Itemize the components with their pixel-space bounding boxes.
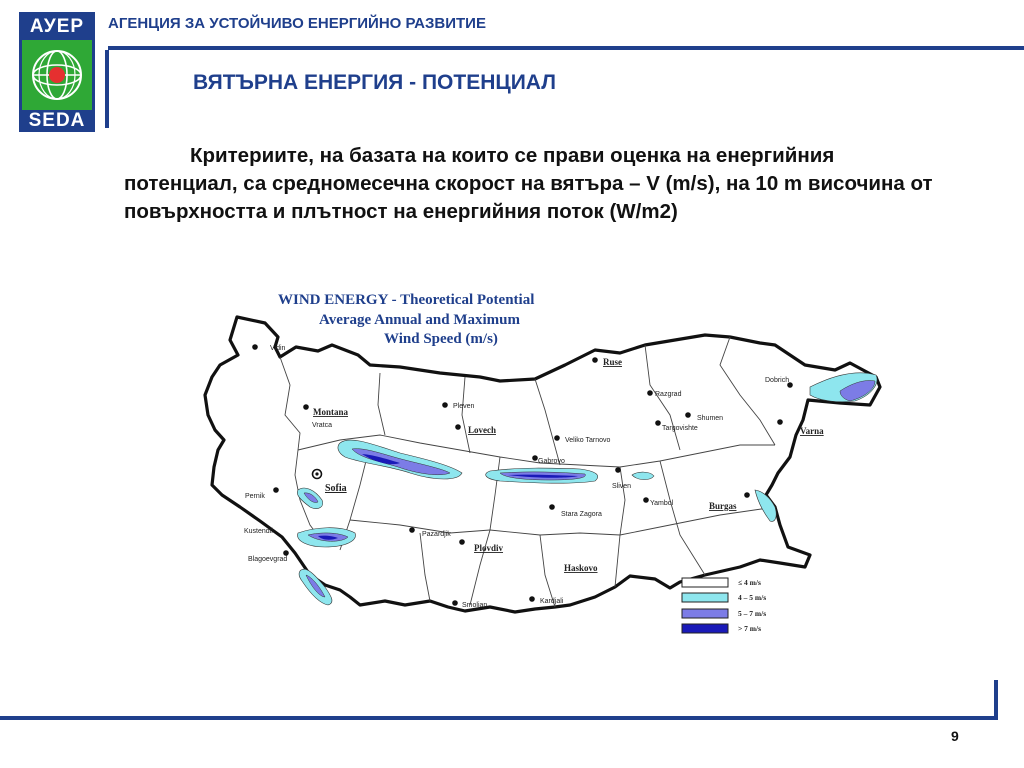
city-label-varna: Varna (800, 426, 824, 436)
city-label-vidin: Vidin (270, 345, 286, 352)
legend-label-4: > 7 m/s (738, 624, 762, 633)
map-title-line-1: WIND ENERGY - Theoretical Potential (278, 292, 535, 308)
city-marker-vidin (252, 344, 258, 350)
city-marker-smolian (452, 600, 458, 606)
city-label-targovishte: Targovishte (662, 425, 698, 432)
city-marker-stara-zagora (549, 504, 555, 510)
footer-vertical-divider (994, 680, 998, 720)
agency-name: АГЕНЦИЯ ЗА УСТОЙЧИВО ЕНЕРГИЙНО РАЗВИТИЕ (108, 15, 486, 32)
city-label-razgrad: Razgrad (655, 391, 682, 398)
city-marker-targovishte (655, 420, 661, 426)
slide-title: ВЯТЪРНА ЕНЕРГИЯ - ПОТЕНЦИАЛ (193, 71, 556, 94)
legend-swatch-2 (682, 593, 728, 602)
criteria-text: Критериите, на базата на които се прави оценка на енергийния потенциал, са средномесечна скорост на вятъра – V (m/s), на 10 m височина от повърхността и плътност на енергийния поток (W/m2) (124, 144, 933, 223)
city-marker-sofia-center (315, 472, 318, 475)
city-marker-montana (303, 404, 309, 410)
city-label-sofia: Sofia (325, 483, 347, 494)
page-number: 9 (951, 728, 959, 744)
logo-emblem (22, 40, 92, 110)
city-label-plovdiv: Plovdiv (474, 543, 504, 553)
city-label-yambol: Yambol (650, 500, 674, 507)
logo-bottom-text: SEDA (28, 110, 86, 131)
city-label-blagoevgrad: Blagoevgrad (248, 556, 288, 563)
map-title-line-3: Wind Speed (m/s) (384, 331, 498, 347)
legend-swatch-4 (682, 624, 728, 633)
city-label-kardjali: Kardjali (540, 598, 564, 605)
header-vertical-divider (105, 50, 109, 128)
city-marker-ruse (592, 357, 598, 363)
city-label-haskovo: Haskovo (564, 563, 598, 573)
city-marker-sliven (615, 467, 621, 473)
city-label-pernik: Pernik (245, 493, 265, 500)
city-label-vratca: Vratca (312, 422, 332, 429)
city-marker-gabrovo (532, 455, 538, 461)
city-marker-lovech (455, 424, 461, 430)
city-label-shumen: Shumen (697, 415, 724, 422)
legend-swatch-3 (682, 609, 728, 618)
legend-label-2: 4 – 5 m/s (738, 593, 767, 602)
city-marker-razgrad (647, 390, 653, 396)
wind-map (200, 285, 900, 645)
city-marker-burgas (744, 492, 750, 498)
city-label-montana: Montana (313, 407, 349, 417)
city-marker-pleven (442, 402, 448, 408)
legend-label-3: 5 – 7 m/s (738, 609, 767, 618)
seda-logo (19, 12, 95, 132)
city-marker-blagoevgrad (283, 550, 289, 556)
city-marker-pazardjik (409, 527, 415, 533)
city-label-lovech: Lovech (468, 425, 496, 435)
city-marker-varna (777, 419, 783, 425)
city-marker-yambol (643, 497, 649, 503)
city-label-dobrich: Dobrich (765, 377, 790, 384)
legend-swatch-1 (682, 578, 728, 587)
city-marker-shumen (685, 412, 691, 418)
body-paragraph (124, 142, 944, 226)
city-label-pazardjik: Pazardjik (422, 531, 451, 538)
city-label-stara-zagora: Stara Zagora (561, 511, 602, 518)
logo-top-text: АУЕР (29, 16, 85, 37)
city-marker-kardjali (529, 596, 535, 602)
header-divider (108, 46, 1024, 50)
city-marker-pernik (273, 487, 279, 493)
city-marker-veliko-tarnovo (554, 435, 560, 441)
city-label-burgas: Burgas (709, 501, 737, 511)
globe-icon (22, 40, 92, 110)
legend-label-1: ≤ 4 m/s (738, 578, 761, 587)
city-label-veliko-tarnovo: Veliko Tarnovo (565, 437, 611, 444)
city-label-smolian: Smolian (462, 602, 488, 609)
city-label-sliven: Sliven (612, 483, 632, 490)
city-marker-plovdiv (459, 539, 465, 545)
map-legend (682, 578, 766, 633)
footer-divider (0, 716, 996, 720)
map-title-line-2: Average Annual and Maximum (319, 312, 520, 328)
city-label-ruse: Ruse (603, 357, 623, 367)
city-label-gabrovo: Gabrovo (538, 458, 565, 465)
city-label-kustendil: Kustendil (244, 528, 273, 535)
city-label-pleven: Pleven (453, 403, 475, 410)
